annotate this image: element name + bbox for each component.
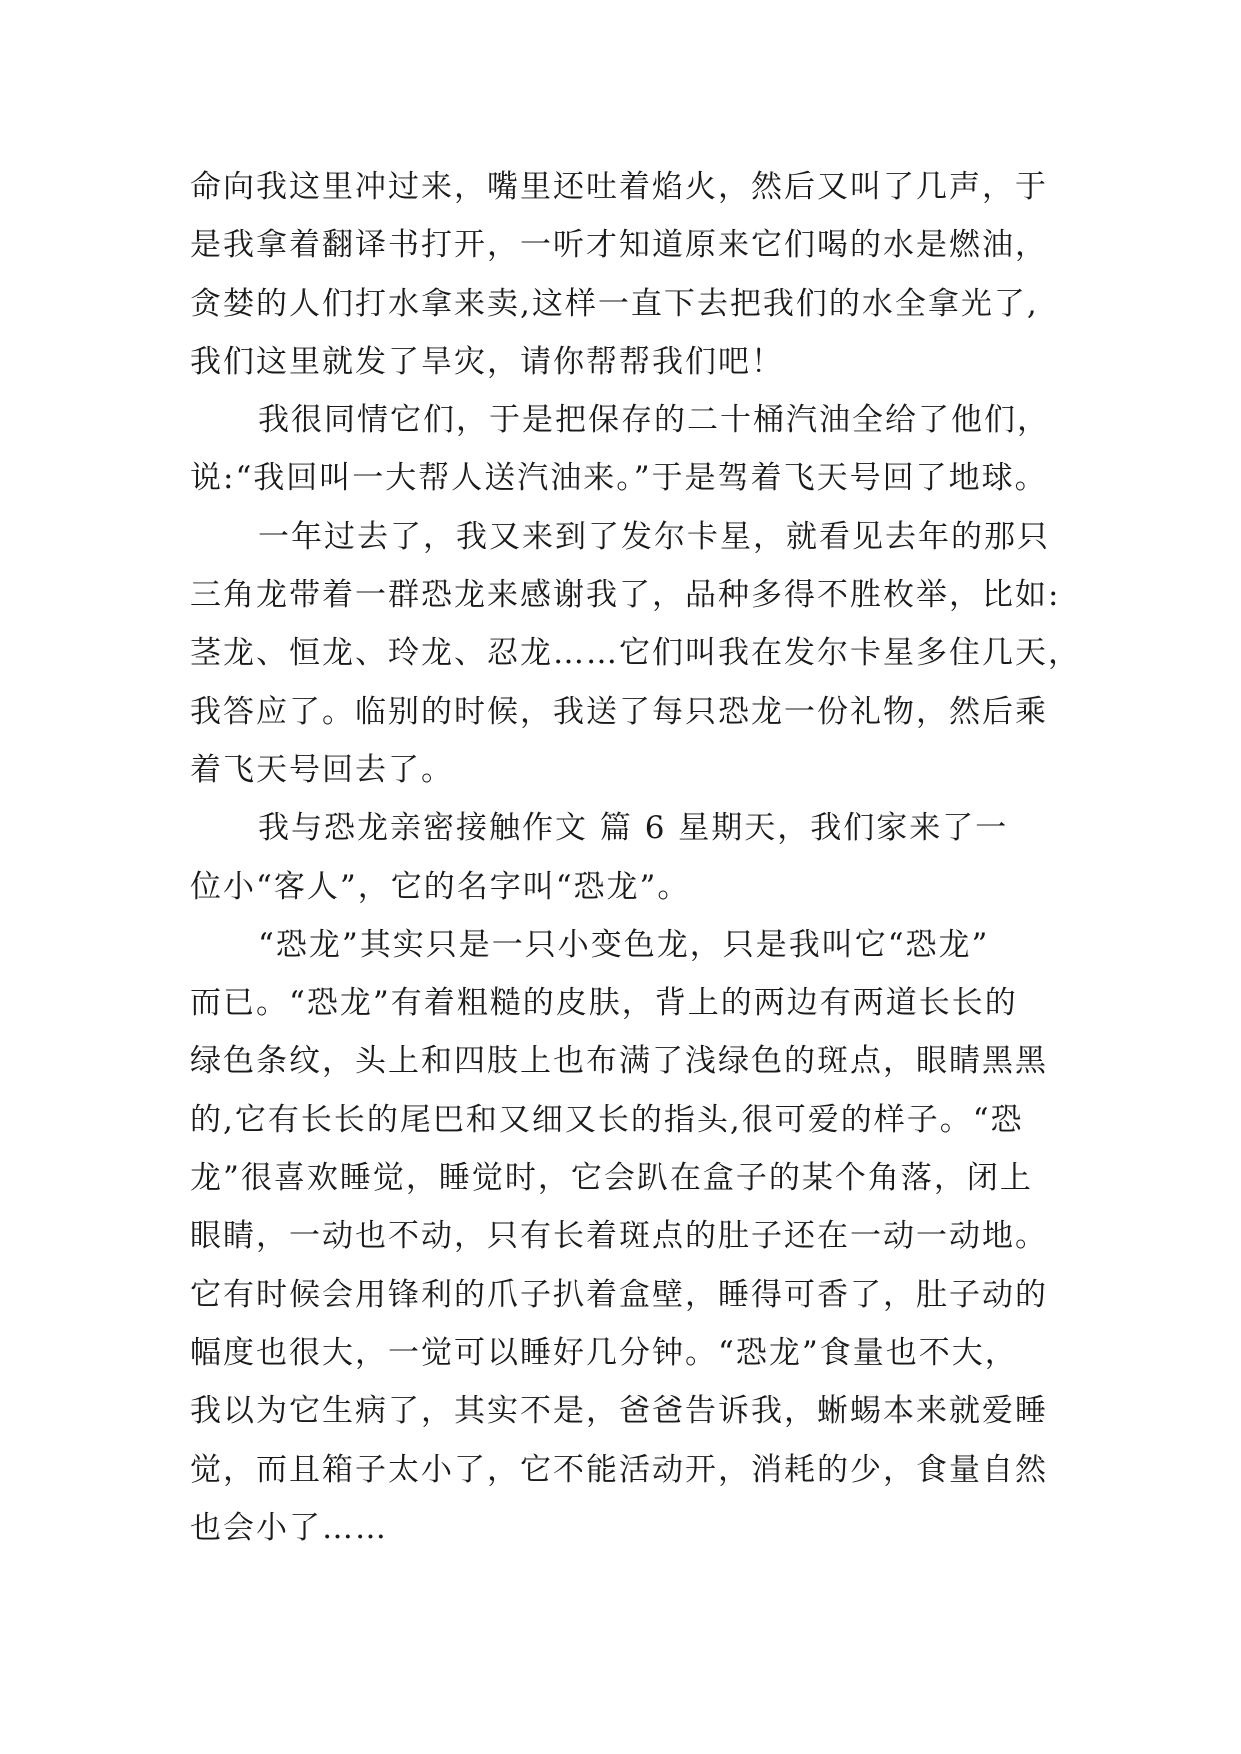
text-line: 位小“客人”，它的名字叫“恐龙”。 — [190, 868, 691, 905]
section-heading-line: 我与恐龙亲密接触作文 篇 6 星期天，我们家来了一 — [258, 810, 1009, 847]
text-line: 茎龙、恒龙、玲龙、忍龙……它们叫我在发尔卡星多住几天， — [190, 635, 1081, 672]
text-line: 眼睛，一动也不动，只有长着斑点的肚子还在一动一动地。 — [190, 1218, 1048, 1255]
text-line: 是我拿着翻译书打开，一听才知道原来它们喝的水是燃油， — [190, 227, 1048, 264]
text-line: 幅度也很大，一觉可以睡好几分钟。“恐龙”食量也不大， — [190, 1334, 1018, 1371]
text-line: 觉，而且箱子太小了，它不能活动开，消耗的少，食量自然 — [190, 1451, 1048, 1488]
text-line: 三角龙带着一群恐龙来感谢我了，品种多得不胜枚举，比如: — [190, 577, 1061, 614]
text-line: 而已。“恐龙”有着粗糙的皮肤，背上的两边有两道长长的 — [190, 985, 1018, 1022]
essay-body — [190, 158, 1090, 1557]
text-line: 我以为它生病了，其实不是，爸爸告诉我，蜥蜴本来就爱睡 — [190, 1393, 1048, 1430]
text-line: 也会小了…… — [190, 1509, 388, 1546]
paragraph-start-line: “恐龙”其实只是一只小变色龙，只是我叫它“恐龙” — [258, 926, 990, 963]
text-line: 我们这里就发了旱灾，请你帮帮我们吧！ — [190, 343, 784, 380]
text-line: 贪婪的人们打水拿来卖,这样一直下去把我们的水全拿光了, — [190, 285, 1039, 322]
text-line: 龙”很喜欢睡觉，睡觉时，它会趴在盒子的某个角落，闭上 — [190, 1160, 1033, 1197]
text-line: 说:“我回叫一大帮人送汽油来。”于是驾着飞天号回了地球。 — [190, 460, 1048, 497]
paragraph-start-line: 一年过去了，我又来到了发尔卡星，就看见去年的那只 — [258, 518, 1050, 555]
text-line: 它有时候会用锋利的爪子扒着盒壁，睡得可香了，肚子动的 — [190, 1276, 1048, 1313]
text-line: 绿色条纹，头上和四肢上也布满了浅绿色的斑点，眼睛黑黑 — [190, 1043, 1048, 1080]
paragraph-start-line: 我很同情它们，于是把保存的二十桶汽油全给了他们， — [258, 402, 1050, 439]
text-line: 的,它有长长的尾巴和又细又长的指头,很可爱的样子。“恐 — [190, 1101, 1024, 1138]
text-line: 我答应了。临别的时候，我送了每只恐龙一份礼物，然后乘 — [190, 693, 1048, 730]
text-line: 着飞天号回去了。 — [190, 751, 454, 788]
text-line: 命向我这里冲过来，嘴里还吐着焰火，然后又叫了几声，于 — [190, 169, 1048, 205]
